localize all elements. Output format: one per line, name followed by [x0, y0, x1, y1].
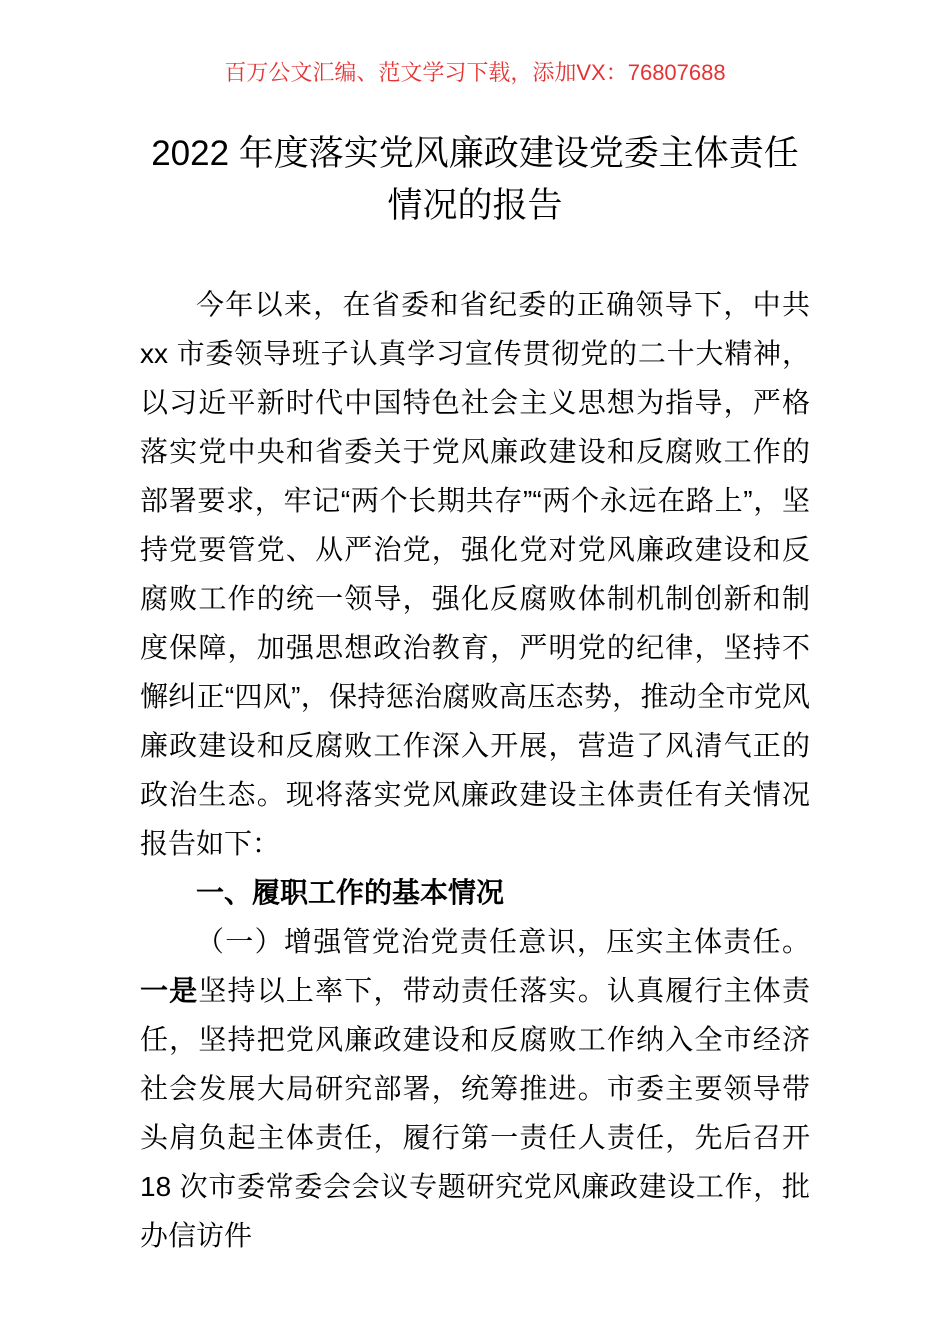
- paragraph-item-emphasis: 一是: [140, 975, 199, 1006]
- document-title: 2022 年度落实党风廉政建设党委主体责任情况的报告: [151, 134, 799, 225]
- promo-banner: [140, 58, 810, 88]
- promo-banner-text: 百万公文汇编、范文学习下载，添加VX：76807688: [224, 60, 726, 85]
- paragraph-item-rest: 坚持以上率下，带动责任落实。认真履行主体责任，坚持把党风廉政建设和反腐败工作纳入全市经济社会发展大局研究部署，统筹推进。市委主要领导带头肩负起主体责任，履行第一责任人责任，先后召开 18 次市委常委会会议专题研究党风廉政建设工作，批办信访件: [140, 975, 810, 1251]
- section-heading: 一、履职工作的基本情况: [196, 877, 505, 908]
- paragraph-item: [140, 917, 810, 1260]
- document-body: [140, 280, 810, 1260]
- paragraph-intro: 今年以来，在省委和省纪委的正确领导下，中共 xx 市委领导班子认真学习宣传贯彻党的二十大精神，以习近平新时代中国特色社会主义思想为指导，严格落实党中央和省委关于党风廉政建设和反腐败工作的部署要求，牢记“两个长期共存”“两个永远在路上”，坚持党要管党、从严治党，强化党对党风廉政建设和反腐败工作的统一领导，强化反腐败体制机制创新和制度保障，加强思想政治教育，严明党的纪律，坚持不懈纠正“四风”，保持惩治腐败高压态势，推动全市党风廉政建设和反腐败工作深入开展，营造了风清气正的政治生态。现将落实党风廉政建设主体责任有关情况报告如下：: [140, 289, 810, 859]
- paragraph-item-lead: （一）增强管党治党责任意识，压实主体责任。: [196, 926, 810, 957]
